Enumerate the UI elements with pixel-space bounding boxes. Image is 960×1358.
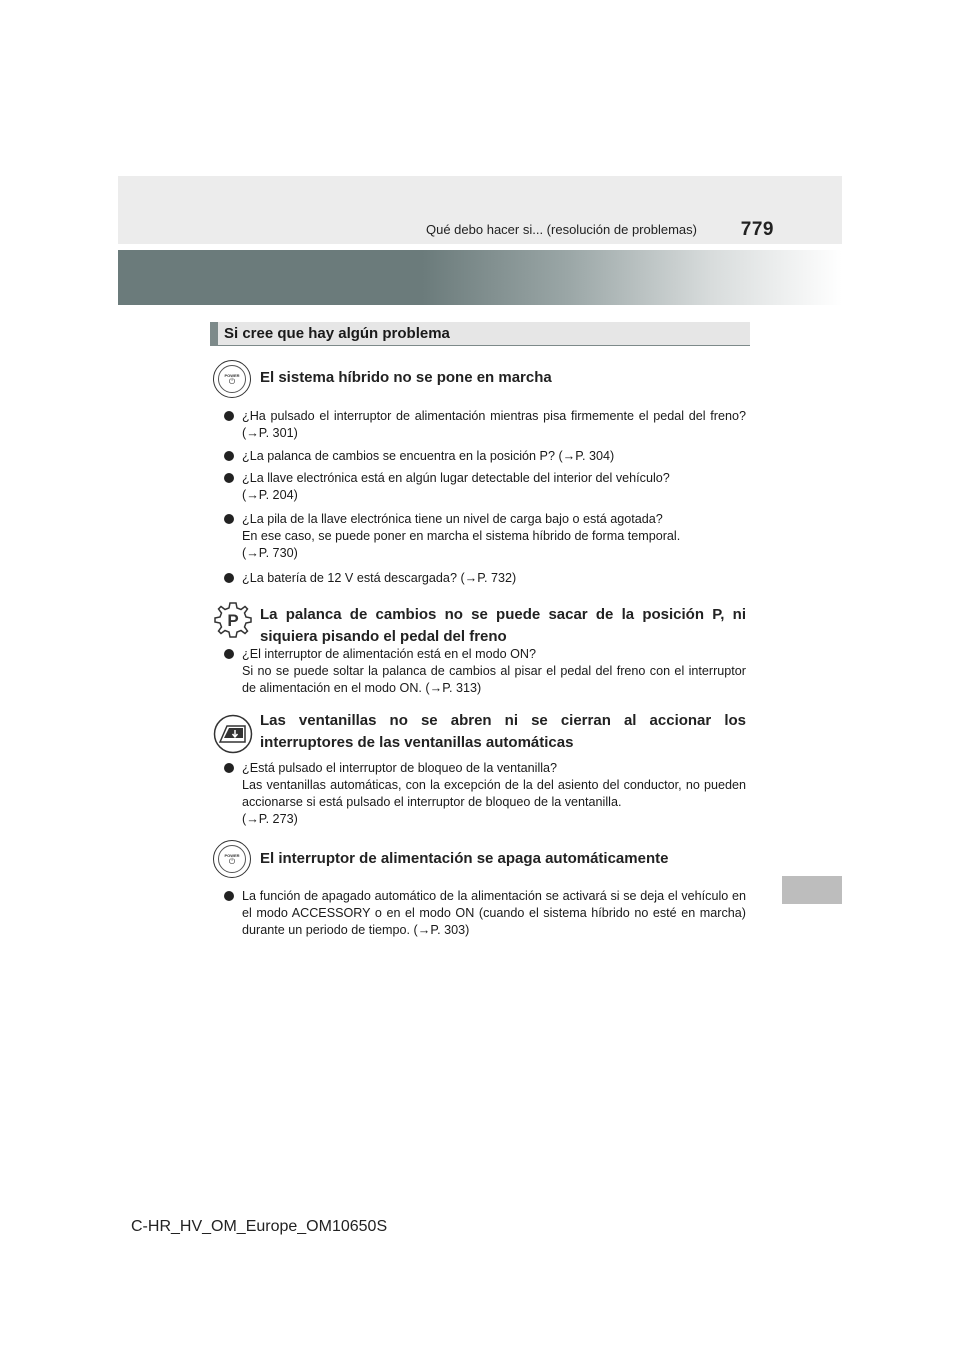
- list-item: La función de apagado automático de la alimentación se activará si se deja el vehículo en el modo ACCESSORY o en el modo ON (cuando el sistema híbrido no esté en marcha) durante un periodo de tiempo. (→P. 303): [224, 888, 746, 939]
- list-item: ¿La batería de 12 V está descargada? (→P. 732): [224, 570, 746, 587]
- list-item: ¿El interruptor de alimentación está en el modo ON? Si no se puede soltar la palanca de cambios al pisar el pedal del freno con el interruptor de alimentación en el modo ON. (→P. 313): [224, 646, 746, 697]
- svg-text:P: P: [227, 611, 239, 630]
- problem-heading: El sistema híbrido no se pone en marcha: [260, 369, 552, 386]
- problem-heading: La palanca de cambios no se puede sacar de la posición P, ni siquiera pisando el pedal del freno: [260, 606, 746, 645]
- problem-heading: El interruptor de alimentación se apaga automáticamente: [260, 850, 669, 867]
- list-item: ¿La pila de la llave electrónica tiene un nivel de carga bajo o está agotada? En ese caso, se puede poner en marcha el sistema híbrido de forma temporal. (→P. 730): [224, 511, 746, 562]
- section-title: Qué debo hacer si... (resolución de problemas): [426, 222, 697, 237]
- power-switch-icon: POWER ⏻: [213, 840, 251, 878]
- page-number: 779: [740, 219, 774, 240]
- list-item: ¿La palanca de cambios se encuentra en la posición P? (→P. 304): [224, 448, 746, 465]
- document-code: C-HR_HV_OM_Europe_OM10650S: [131, 1218, 388, 1235]
- chapter-tab: [782, 876, 842, 904]
- problem-heading: Las ventanillas no se abren ni se cierran al accionar los interruptores de las ventanillas automáticas: [260, 712, 746, 751]
- subsection-heading: Si cree que hay algún problema: [210, 322, 750, 346]
- gear-p-icon: [213, 600, 253, 640]
- chapter-banner: [118, 250, 842, 305]
- list-item: ¿La llave electrónica está en algún lugar detectable del interior del vehículo? (→P. 204): [224, 470, 746, 504]
- list-item: ¿Ha pulsado el interruptor de alimentación mientras pisa firmemente el pedal del freno? (→P. 301): [224, 408, 746, 442]
- list-item: ¿Está pulsado el interruptor de bloqueo de la ventanilla? Las ventanillas automáticas, con la excepción de la del asiento del conductor, no pueden accionarse si está pulsado el interruptor de bloqueo de la ventanilla. (→P. 273): [224, 760, 746, 828]
- power-window-icon: [213, 714, 253, 754]
- power-switch-icon: POWER ⏻: [213, 360, 251, 398]
